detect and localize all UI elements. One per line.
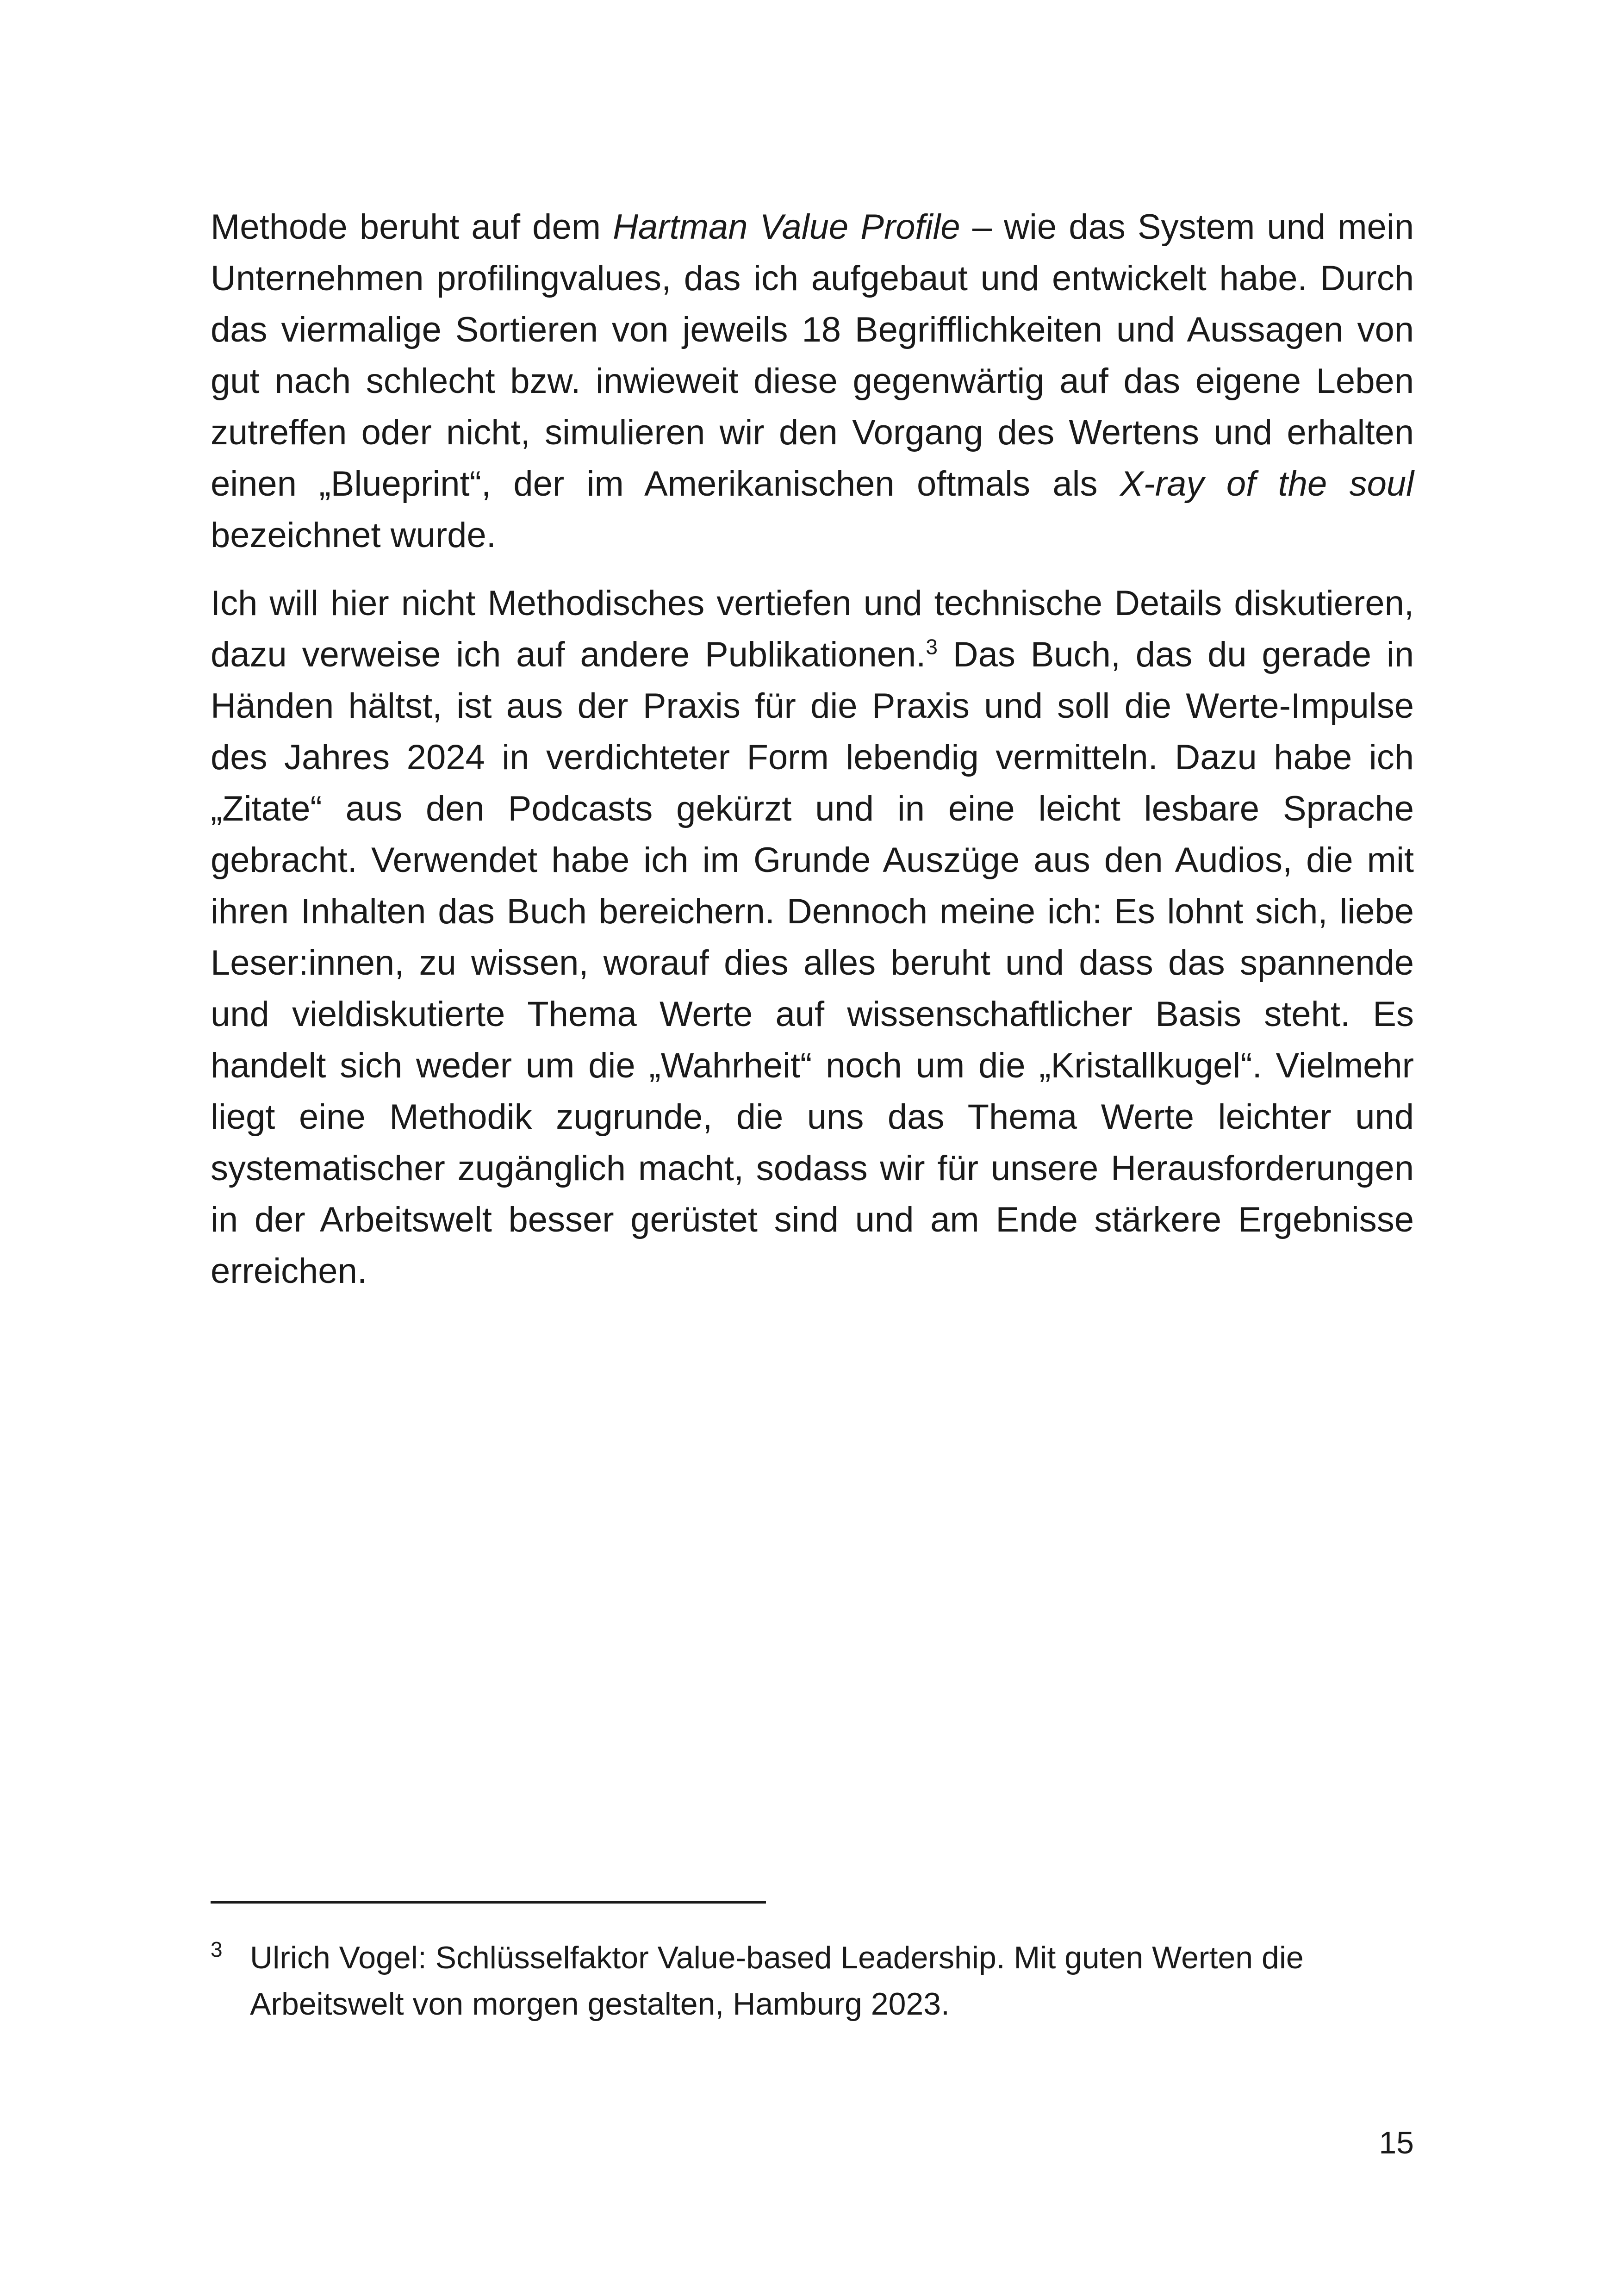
paragraph-1-italic-a: Hartman Value Profile <box>613 207 960 247</box>
footnote-separator <box>211 1901 766 1904</box>
footnote-number: 3 <box>211 1937 223 1961</box>
main-text <box>211 201 1414 1297</box>
paragraph-2-text-b: Das Buch, das du gerade in Händen hältst, ist aus der Praxis für die Praxis und soll die Werte-Impulse des Jahres 2024 in verdichteter Form lebendig vermitteln. Dazu habe ich „Zitate“ aus den Podcasts gekürzt und in eine leicht lesbare Sprache gebracht. Verwendet habe ich im Grunde Auszüge aus den Audios, die mit ihren Inhalten das Buch bereichern. Dennoch meine ich: Es lohnt sich, liebe Leser:innen, zu wissen, worauf dies alles beruht und dass das spannende und vieldiskutierte Thema Werte auf wissenschaftlicher Basis steht. Es handelt sich weder um die „Wahrheit“ noch um die „Kristallkugel“. Vielmehr liegt eine Methodik zugrunde, die uns das Thema Werte leichter und systematischer zugänglich macht, sodass wir für unsere Herausforderungen in der Arbeitswelt besser gerüstet sind und am Ende stärkere Ergebnisse erreichen. <box>211 635 1414 1291</box>
page-number: 15 <box>1379 2125 1414 2160</box>
footnote <box>211 1935 1414 2027</box>
footnote-reference[interactable]: 3 <box>926 635 938 659</box>
paragraph-2-text-a: Ich will hier nicht Methodisches vertiefen und technische Details diskutieren, dazu verweise ich auf andere Publikationen. <box>211 584 1414 674</box>
paragraph-1-text-a: Methode beruht auf dem <box>211 207 613 247</box>
paragraph-1-text-b: – wie das System und mein Unternehmen profilingvalues, das ich aufgebaut und entwickelt habe. Durch das viermalige Sortieren von jeweils 18 Begrifflichkeiten und Aussagen von gut nach schlecht bzw. inwieweit diese gegenwärtig auf das eigene Leben zutreffen oder nicht, simulieren wir den Vorgang des Wertens und erhalten einen „Blueprint“, der im Amerikanischen oftmals als <box>211 207 1414 504</box>
footnote-text: Ulrich Vogel: Schlüsselfaktor Value-based Leadership. Mit guten Werten die Arbeitswelt von morgen gestalten, Hamburg 2023. <box>250 1940 1304 2022</box>
paragraph-1-text-c: bezeichnet wurde. <box>211 516 496 555</box>
paragraph-1-italic-b: X-ray of the soul <box>1120 464 1414 504</box>
paragraph-1 <box>211 201 1414 561</box>
paragraph-2 <box>211 578 1414 1297</box>
